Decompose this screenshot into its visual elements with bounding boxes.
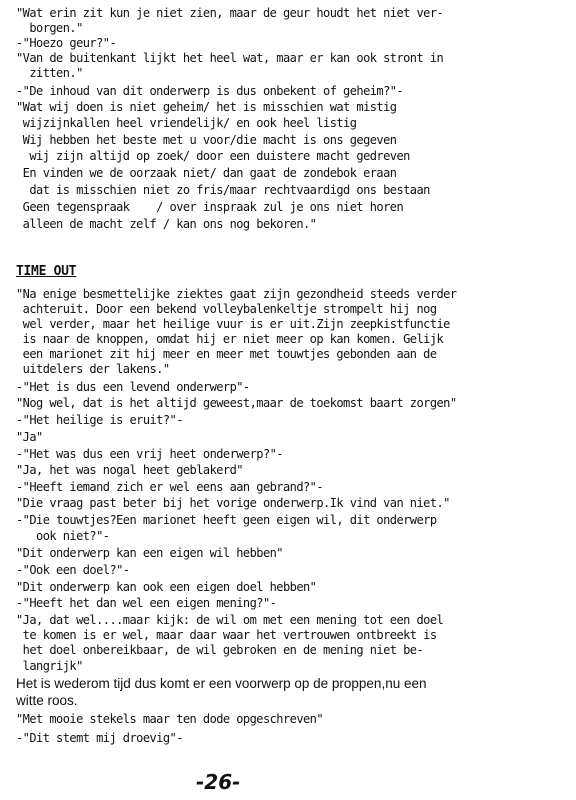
text-line: ook niet?"-	[16, 529, 110, 543]
text-line: "Dit onderwerp kan ook een eigen doel hebben"	[16, 580, 317, 594]
text-line: te komen is er wel, maar daar waar het vertrouwen ontbreekt is	[16, 628, 437, 642]
text-line: wijzijnkallen heel vriendelijk/ en ook heel listig	[16, 116, 357, 130]
text-line: wij zijn altijd op zoek/ door een duistere macht gedreven	[16, 149, 410, 163]
text-line: "Ja"	[16, 430, 43, 444]
text-line: -"Het is dus een levend onderwerp"-	[16, 380, 250, 394]
text-line: -"Dit stemt mij droevig"-	[16, 731, 183, 745]
text-line: -"Heeft het dan wel een eigen mening?"-	[16, 596, 277, 610]
text-line: Wij hebben het beste met u voor/die macht is ons gegeven	[16, 133, 397, 147]
text-line: Geen tegenspraak / over inspraak zul je ons niet horen	[16, 200, 404, 214]
text-line: "Ja, het was nogal heet geblakerd"	[16, 463, 243, 477]
text-line: "Die vraag past beter bij het vorige onderwerp.Ik vind van niet."	[16, 496, 450, 510]
page-number: -26-	[196, 770, 241, 794]
text-line: -"Het was dus een vrij heet onderwerp?"-	[16, 447, 283, 461]
text-line: Het is wederom tijd dus komt er een voorwerp op de proppen,nu een	[16, 676, 427, 691]
text-line: achteruit. Door een bekend volleybalenkeltje strompelt hij nog	[16, 302, 437, 316]
text-line: uitdelers der lakens."	[16, 362, 170, 376]
text-line: "Na enige besmettelijke ziektes gaat zijn gezondheid steeds verder	[16, 287, 457, 301]
text-line: "Nog wel, dat is het altijd geweest,maar de toekomst baart zorgen"	[16, 396, 457, 410]
text-line: "Ja, dat wel....maar kijk: de wil om met een mening tot een doel	[16, 613, 444, 627]
section-heading: TIME OUT	[16, 264, 77, 279]
text-line: -"Heeft iemand zich er wel eens aan gebrand?"-	[16, 480, 324, 494]
text-line: dat is misschien niet zo fris/maar rechtvaardigd ons bestaan	[16, 183, 430, 197]
text-line: een marionet zit hij meer en meer met touwtjes gebonden aan de	[16, 347, 437, 361]
text-line: "Wat wij doen is niet geheim/ het is misschien wat mistig	[16, 100, 397, 114]
text-line: "Wat erin zit kun je niet zien, maar de geur houdt het niet ver-	[16, 6, 444, 20]
text-line: En vinden we de oorzaak niet/ dan gaat de zondebok eraan	[16, 166, 397, 180]
text-line: witte roos.	[16, 693, 78, 708]
text-line: alleen de macht zelf / kan ons nog bekoren."	[16, 217, 317, 231]
text-line: "Van de buitenkant lijkt het heel wat, maar er kan ook stront in	[16, 51, 444, 65]
text-line: "Dit onderwerp kan een eigen wil hebben"	[16, 546, 283, 560]
text-line: langrijk"	[16, 659, 83, 673]
text-line: -"Het heilige is eruit?"-	[16, 413, 183, 427]
text-line: -"Die touwtjes?Een marionet heeft geen eigen wil, dit onderwerp	[16, 513, 437, 527]
text-line: het doel onbereikbaar, de wil gebroken en de mening niet be-	[16, 643, 424, 657]
text-line: -"De inhoud van dit onderwerp is dus onbekent of geheim?"-	[16, 84, 404, 98]
text-line: wel verder, maar het heilige vuur is er uit.Zijn zeepkistfunctie	[16, 317, 450, 331]
text-line: -"Hoezo geur?"-	[16, 36, 117, 50]
text-line: "Met mooie stekels maar ten dode opgeschreven"	[16, 712, 324, 726]
text-line: -"Ook een doel?"-	[16, 563, 130, 577]
text-line: is naar de knoppen, omdat hij er niet meer op kan komen. Gelijk	[16, 332, 444, 346]
text-line: borgen."	[16, 21, 83, 35]
text-line: zitten."	[16, 66, 83, 80]
